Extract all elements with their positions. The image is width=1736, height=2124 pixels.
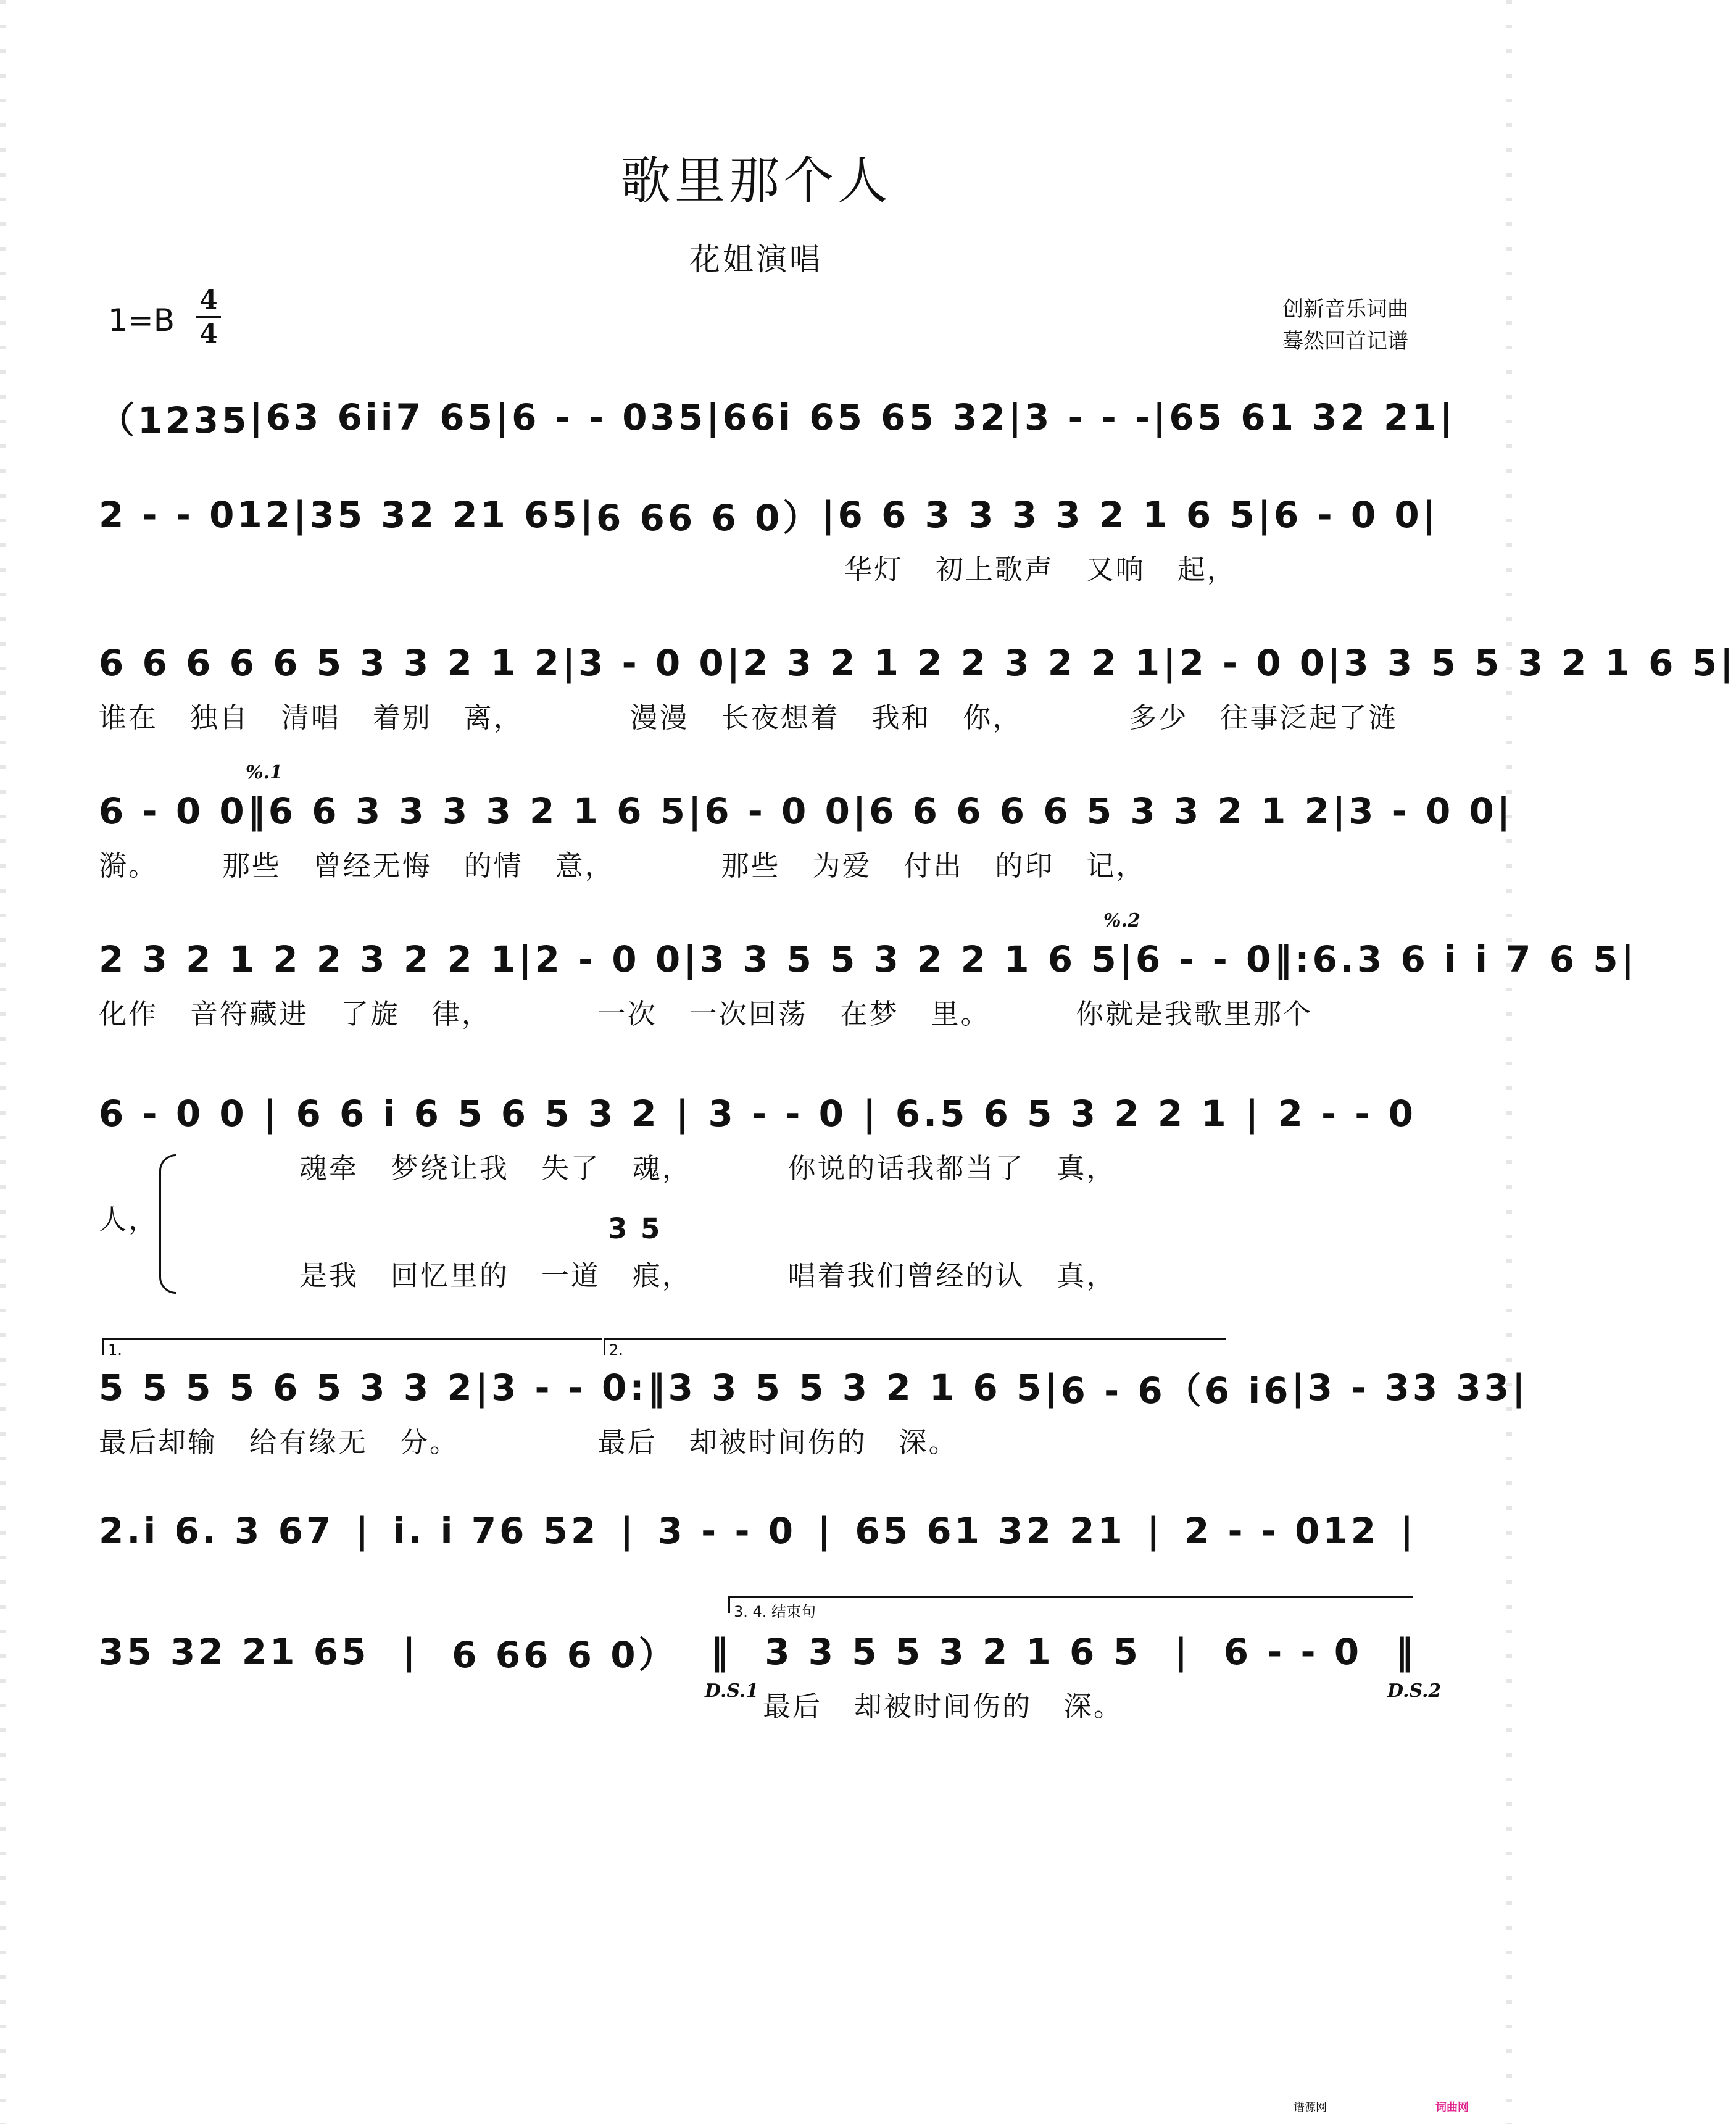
measure: 63 6i <box>265 396 381 438</box>
segno-marker: %.1 <box>246 762 283 783</box>
barline: | <box>1422 494 1439 536</box>
key-signature: 1=B <box>108 302 175 338</box>
notes-row-4 <box>99 786 1514 836</box>
measure: 3 3 5 5 3 2 2 1 6 5 <box>699 938 1119 980</box>
measure: 6 - 6（6 i6 <box>1060 1370 1292 1412</box>
barline: | <box>1327 642 1344 684</box>
barline: | <box>579 494 596 536</box>
measure: （1235 <box>99 399 250 441</box>
barline: | <box>1119 938 1136 980</box>
measure: 3 - 0 0 <box>578 642 727 684</box>
measure: 3 - - 0 <box>491 1367 630 1409</box>
notes-row-1 <box>99 393 1456 442</box>
measure: 6 66 6 0） <box>452 1634 678 1676</box>
measure: 2 3 2 1 2 2 3 2 2 1 <box>742 642 1163 684</box>
barline: | <box>676 1093 692 1135</box>
barline: | <box>518 938 535 980</box>
measure: 6.5 6 5 3 2 2 1 <box>895 1093 1229 1135</box>
measure: 6 6 6 6 6 5 3 3 2 1 2 <box>869 790 1332 832</box>
measure: 66i 65 65 32 <box>722 396 1008 438</box>
measure: 6 - - 0 <box>1135 938 1274 980</box>
measure: i. i 76 52 <box>392 1510 599 1552</box>
measure: 6 66 6 0） <box>596 497 822 539</box>
dal-segno-1: D.S.1 <box>705 1680 759 1702</box>
measure: 3 3 5 5 3 2 1 6 5 <box>668 1367 1045 1409</box>
lyric-line: 谁在 独自 清唱 着别 离， 漫漫 长夜想着 我和 你， 多少 往事泛起了涟 <box>99 701 1398 734</box>
measure: 65 61 32 21 <box>855 1510 1126 1552</box>
measure: 3 3 5 5 3 2 1 6 5 <box>765 1631 1141 1673</box>
barline: | <box>852 790 870 832</box>
barline: | <box>562 642 579 684</box>
measure: 3 3 5 5 3 2 1 6 5 <box>1344 642 1721 684</box>
time-signature <box>196 285 221 349</box>
notes-row-5 <box>99 935 1637 984</box>
measure: 3 - 0 0 <box>1348 790 1497 832</box>
lyric-line: 化作 音符藏进 了旋 律， 一次 一次回荡 在梦 里。 你就是我歌里那个 <box>99 997 1313 1030</box>
notes-row-3 <box>99 638 1736 688</box>
measure: 6 - - 035 <box>512 396 707 438</box>
measure: 6 6 3 3 3 3 2 1 6 5 <box>837 494 1258 536</box>
measure: 2 - - 012 <box>99 494 294 536</box>
measure: 65 61 32 21 <box>1169 396 1440 438</box>
barline: | <box>817 1510 834 1552</box>
barline: | <box>475 1367 491 1409</box>
measure: 2 3 2 1 2 2 3 2 2 1 <box>99 938 519 980</box>
lyric-line: 漪。 那些 曾经无悔 的情 意， 那些 为爱 付出 的印 记， <box>99 849 1146 882</box>
notes-row-7 <box>99 1363 1529 1412</box>
time-signature-bar <box>196 316 221 318</box>
alternate-notes: 3 5 <box>608 1212 662 1245</box>
credit-composer: 创新音乐词曲 <box>1282 297 1408 322</box>
barline: | <box>706 396 723 438</box>
barline: | <box>249 396 266 438</box>
barline: | <box>1332 790 1349 832</box>
barline: | <box>821 494 838 536</box>
repeat-end: :‖ <box>629 1367 668 1409</box>
credit-transcriber: 蓦然回首记谱 <box>1282 329 1408 354</box>
barline: | <box>1621 938 1637 980</box>
measure: i7 65 <box>380 396 496 438</box>
barline: | <box>264 1093 280 1135</box>
barline: | <box>1174 1631 1190 1673</box>
barline: ‖ <box>247 790 268 832</box>
barline: | <box>1720 642 1736 684</box>
lyric-line: 最后却输 给有缘无 分。 最后 却被时间伤的 深。 <box>99 1426 958 1459</box>
measure: 35 32 21 65 <box>309 494 580 536</box>
notes-row-9 <box>99 1627 1416 1676</box>
barline: | <box>1497 790 1514 832</box>
barline: | <box>688 790 705 832</box>
measure: 6 - - 0 <box>1223 1631 1363 1673</box>
measure: 3 - - 0 <box>657 1510 797 1552</box>
repeat-start: ‖: <box>1274 938 1313 980</box>
measure: 6 6 i 6 5 6 5 3 2 <box>296 1093 660 1135</box>
barline: | <box>1153 396 1169 438</box>
measure: 35 32 21 65 <box>99 1631 370 1673</box>
segno-marker: %.2 <box>1103 910 1140 931</box>
barline: | <box>1512 1367 1529 1409</box>
time-signature-bottom: 4 <box>199 319 218 349</box>
barline: | <box>1044 1367 1061 1409</box>
lyric-line-verse-2: 是我 回忆里的 一道 痕， 唱着我们曾经的认 真， <box>299 1259 1116 1292</box>
measure: 2 - 0 0 <box>1179 642 1328 684</box>
lyric-line-verse-1: 魂牵 梦绕让我 失了 魂， 你说的话我都当了 真， <box>299 1152 1116 1185</box>
barline: | <box>402 1631 419 1673</box>
barline: | <box>293 494 310 536</box>
notes-row-8 <box>99 1506 1416 1556</box>
measure: 2.i 6. 3 67 <box>99 1510 334 1552</box>
measure: 6 6 6 6 6 5 3 3 2 1 2 <box>99 642 562 684</box>
barline: | <box>1008 396 1024 438</box>
measure: 3 - 33 33 <box>1307 1367 1513 1409</box>
left-edge-strip <box>0 0 6 2124</box>
measure: 3 - - - <box>1024 396 1153 438</box>
barline: | <box>1291 1367 1308 1409</box>
barline: | <box>1163 642 1179 684</box>
lyric-line: 最后 却被时间伤的 深。 <box>763 1690 1123 1723</box>
measure: 5 5 5 5 6 5 3 3 2 <box>99 1367 475 1409</box>
barline: | <box>1400 1510 1416 1552</box>
right-edge-strip <box>1506 0 1512 2124</box>
measure: 6 - 0 0 <box>99 790 247 832</box>
verse-brace <box>159 1154 176 1294</box>
footer-site-mark: 词曲网 <box>1435 2101 1469 2114</box>
barline: | <box>683 938 700 980</box>
volta-first-ending: 1. <box>102 1338 602 1355</box>
barline: | <box>1147 1510 1163 1552</box>
measure: 2 - - 012 <box>1184 1510 1379 1552</box>
notes-row-6 <box>99 1089 1416 1138</box>
barline: | <box>1257 494 1274 536</box>
time-signature-top: 4 <box>199 285 218 315</box>
final-barline: ‖ <box>1395 1631 1416 1673</box>
measure: 6 - 0 0 <box>99 1093 247 1135</box>
volta-final-ending: 3. 4. 结束句 <box>728 1596 1413 1613</box>
barline: | <box>620 1510 637 1552</box>
measure: 6 - 0 0 <box>704 790 853 832</box>
volta-second-ending: 2. <box>604 1338 1226 1355</box>
barline: | <box>863 1093 879 1135</box>
footer-source-mark: 谱源网 <box>1294 2101 1327 2114</box>
song-title: 歌里那个人 <box>620 152 892 210</box>
measure: 3 - - 0 <box>708 1093 847 1135</box>
measure: 2 - - 0 <box>1277 1093 1416 1135</box>
double-barline: ‖ <box>710 1631 732 1673</box>
measure: 6 6 3 3 3 3 2 1 6 5 <box>268 790 689 832</box>
barline: | <box>1245 1093 1262 1135</box>
lyric-lead: 人， <box>99 1203 159 1236</box>
measure: 6.3 6 i i 7 6 5 <box>1312 938 1621 980</box>
measure: 6 - 0 0 <box>1274 494 1422 536</box>
barline: | <box>1439 396 1456 438</box>
lyric-line: 华灯 初上歌声 又响 起， <box>844 553 1237 586</box>
notes-row-2 <box>99 490 1439 539</box>
barline: | <box>726 642 743 684</box>
barline: | <box>355 1510 372 1552</box>
dal-segno-2: D.S.2 <box>1387 1680 1442 1702</box>
barline: | <box>495 396 512 438</box>
credits <box>1282 293 1408 357</box>
performer-line: 花姐演唱 <box>689 241 823 277</box>
measure: 2 - 0 0 <box>534 938 684 980</box>
